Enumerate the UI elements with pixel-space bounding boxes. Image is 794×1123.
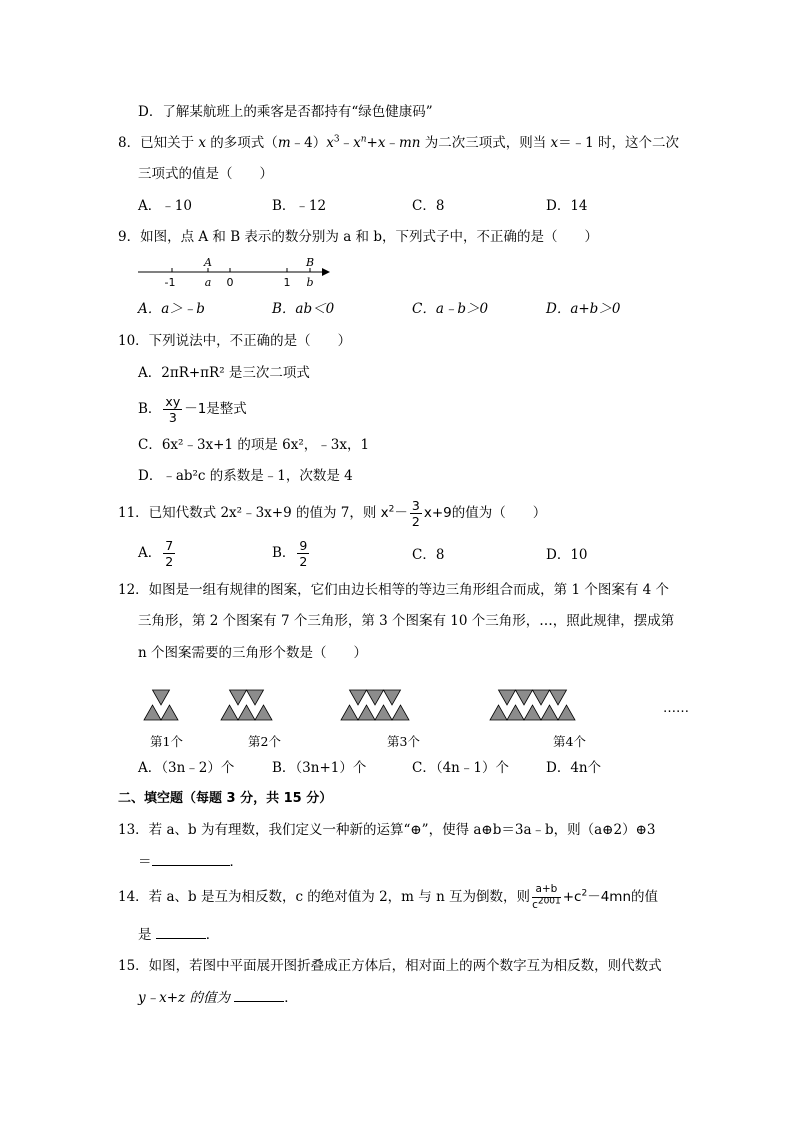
- q14-fraction: $\frac{a+b}{c^{2001}}$: [532, 883, 561, 911]
- pattern-4-top-triangle: [516, 690, 533, 705]
- pattern-2-top-triangle: [247, 690, 264, 705]
- q8-option-a: A．﹣10: [138, 198, 192, 214]
- pattern-4-bottom-triangle: [490, 705, 507, 720]
- q14-line2: 是 ．: [138, 924, 219, 945]
- q10-b-fraction: $\frac{xy}{3}$: [165, 394, 181, 425]
- q10-stem: 10．下列说法中，不正确的是（ ）: [118, 333, 352, 349]
- label-B: B: [305, 256, 315, 269]
- q14-answer-blank[interactable]: [156, 924, 206, 939]
- q8-stem-line2: 三项式的值是（ ）: [138, 166, 273, 182]
- caption-4: 第4个: [553, 734, 586, 749]
- q9-option-b: B．ab＜0: [272, 301, 335, 317]
- label-A: A: [204, 256, 212, 269]
- q12-stem-line1: 12．如图是一组有规律的图案，它们由边长相等的等边三角形组合而成，第 1 个图案有 4 个: [118, 582, 670, 598]
- caption-2: 第2个: [248, 734, 281, 749]
- label-b: b: [306, 276, 314, 289]
- label-neg1: -1: [164, 276, 176, 289]
- pattern-4-top-triangle: [550, 690, 567, 705]
- pattern-1-bottom-triangle: [161, 705, 178, 720]
- q10-option-d: D．﹣ab²c 的系数是﹣1，次数是 4: [138, 468, 353, 484]
- q9-option-c: C．a﹣b＞0: [412, 301, 489, 317]
- q15-line2: y﹣x+z 的值为 ．: [138, 987, 298, 1008]
- caption-1: 第1个: [150, 734, 183, 749]
- q15-answer-blank[interactable]: [234, 987, 284, 1002]
- q8-stem-line1: 8．已知关于 x 的多项式$(m﹣4)x^3﹣x^n+x﹣mn$ 为二次三项式，则当 x＝﹣1 时，这个二次: [118, 134, 680, 151]
- q15-line1: 15．如图，若图中平面展开图折叠成正方体后，相对面上的两个数字互为相反数，则代数式: [118, 958, 662, 974]
- q10-option-a: A．2πR+πR² 是三次二项式: [138, 365, 310, 381]
- pattern-4-top-triangle: [533, 690, 550, 705]
- q8-option-d: D．14: [546, 198, 588, 214]
- q10-option-b: B． $\frac{xy}{3}$ －1是整式: [138, 394, 247, 425]
- pattern-4-bottom-triangle: [541, 705, 558, 720]
- q9-stem: 9．如图，点 A 和 B 表示的数分别为 a 和 b，下列式子中，不正确的是（ ）: [118, 229, 598, 245]
- q13-answer-blank[interactable]: [152, 851, 230, 866]
- q13-line1: 13．若 a、b 为有理数，我们定义一种新的运算“⊕”，使得 a⊕b＝3a﹣b，则（a⊕2）⊕3: [118, 822, 656, 838]
- pattern-3-top-triangle: [367, 690, 384, 705]
- q8-option-c: C．8: [412, 198, 445, 214]
- q12-triangle-patterns: [138, 672, 698, 724]
- pattern-ellipsis: ……: [663, 701, 689, 716]
- pattern-4-bottom-triangle: [507, 705, 524, 720]
- section-2-title: 二、填空题（每题 3 分，共 15 分）: [118, 791, 333, 806]
- pattern-3-bottom-triangle: [358, 705, 375, 720]
- label-a: a: [204, 276, 212, 289]
- q7-option-d: D．了解某航班上的乘客是否都持有“绿色健康码”: [138, 104, 433, 120]
- pattern-4-top-triangle: [499, 690, 516, 705]
- q12-stem-line3: n 个图案需要的三角形个数是（ ）: [138, 645, 367, 661]
- pattern-1-bottom-triangle: [144, 705, 161, 720]
- pattern-3-bottom-triangle: [392, 705, 409, 720]
- q8-option-b: B．﹣12: [272, 198, 327, 214]
- q12-option-d: D．4n个: [546, 760, 602, 776]
- pattern-3-bottom-triangle: [341, 705, 358, 720]
- pattern-2-bottom-triangle: [238, 705, 255, 720]
- label-1: 1: [283, 276, 291, 289]
- q14-line1: 14．若 a、b 是互为相反数，c 的绝对值为 2，m 与 n 互为倒数，则 $\frac{a+b}{c^{2001}}$ $+c^2-4mn$的值: [118, 883, 659, 911]
- number-line-arrow: [322, 268, 330, 276]
- caption-3: 第3个: [387, 734, 420, 749]
- pattern-3-top-triangle: [350, 690, 367, 705]
- pattern-2-top-triangle: [230, 690, 247, 705]
- pattern-3-top-triangle: [384, 690, 401, 705]
- q9-option-d: D．a+b＞0: [546, 301, 621, 317]
- q11-fraction: $\frac{3}{2}$: [411, 498, 420, 529]
- q13-line2: ＝ ．: [138, 851, 243, 872]
- q11-option-b: B． $\frac{9}{2}$: [272, 538, 308, 569]
- q11-option-a: A． $\frac{7}{2}$: [138, 538, 174, 569]
- pattern-2-bottom-triangle: [255, 705, 272, 720]
- q11-option-c: C．8: [412, 547, 445, 563]
- pattern-2-bottom-triangle: [221, 705, 238, 720]
- label-0: 0: [226, 276, 234, 289]
- q9-number-line: [130, 254, 340, 294]
- q10-option-c: C．6x²﹣3x+1 的项是 6x²，﹣3x，1: [138, 437, 370, 453]
- q9-option-a: A．a＞﹣b: [138, 301, 205, 317]
- q12-option-c: C．（4n﹣1）个: [412, 760, 509, 776]
- q11-stem: 11．已知代数式 2x²﹣3x+9 的值为 7，则 $x^2-$ $\frac{3}{2}$ x+9的值为（ ）: [118, 498, 547, 529]
- pattern-group: [144, 690, 575, 720]
- q11-option-d: D．10: [546, 547, 588, 563]
- pattern-4-bottom-triangle: [558, 705, 575, 720]
- pattern-4-bottom-triangle: [524, 705, 541, 720]
- q12-option-b: B．（3n+1）个: [272, 760, 367, 776]
- q12-stem-line2: 三角形，第 2 个图案有 7 个三角形，第 3 个图案有 10 个三角形，…，照此规律，摆成第: [138, 613, 675, 629]
- pattern-1-top-triangle: [153, 690, 170, 705]
- pattern-3-bottom-triangle: [375, 705, 392, 720]
- q12-option-a: A．（3n﹣2）个: [138, 760, 235, 776]
